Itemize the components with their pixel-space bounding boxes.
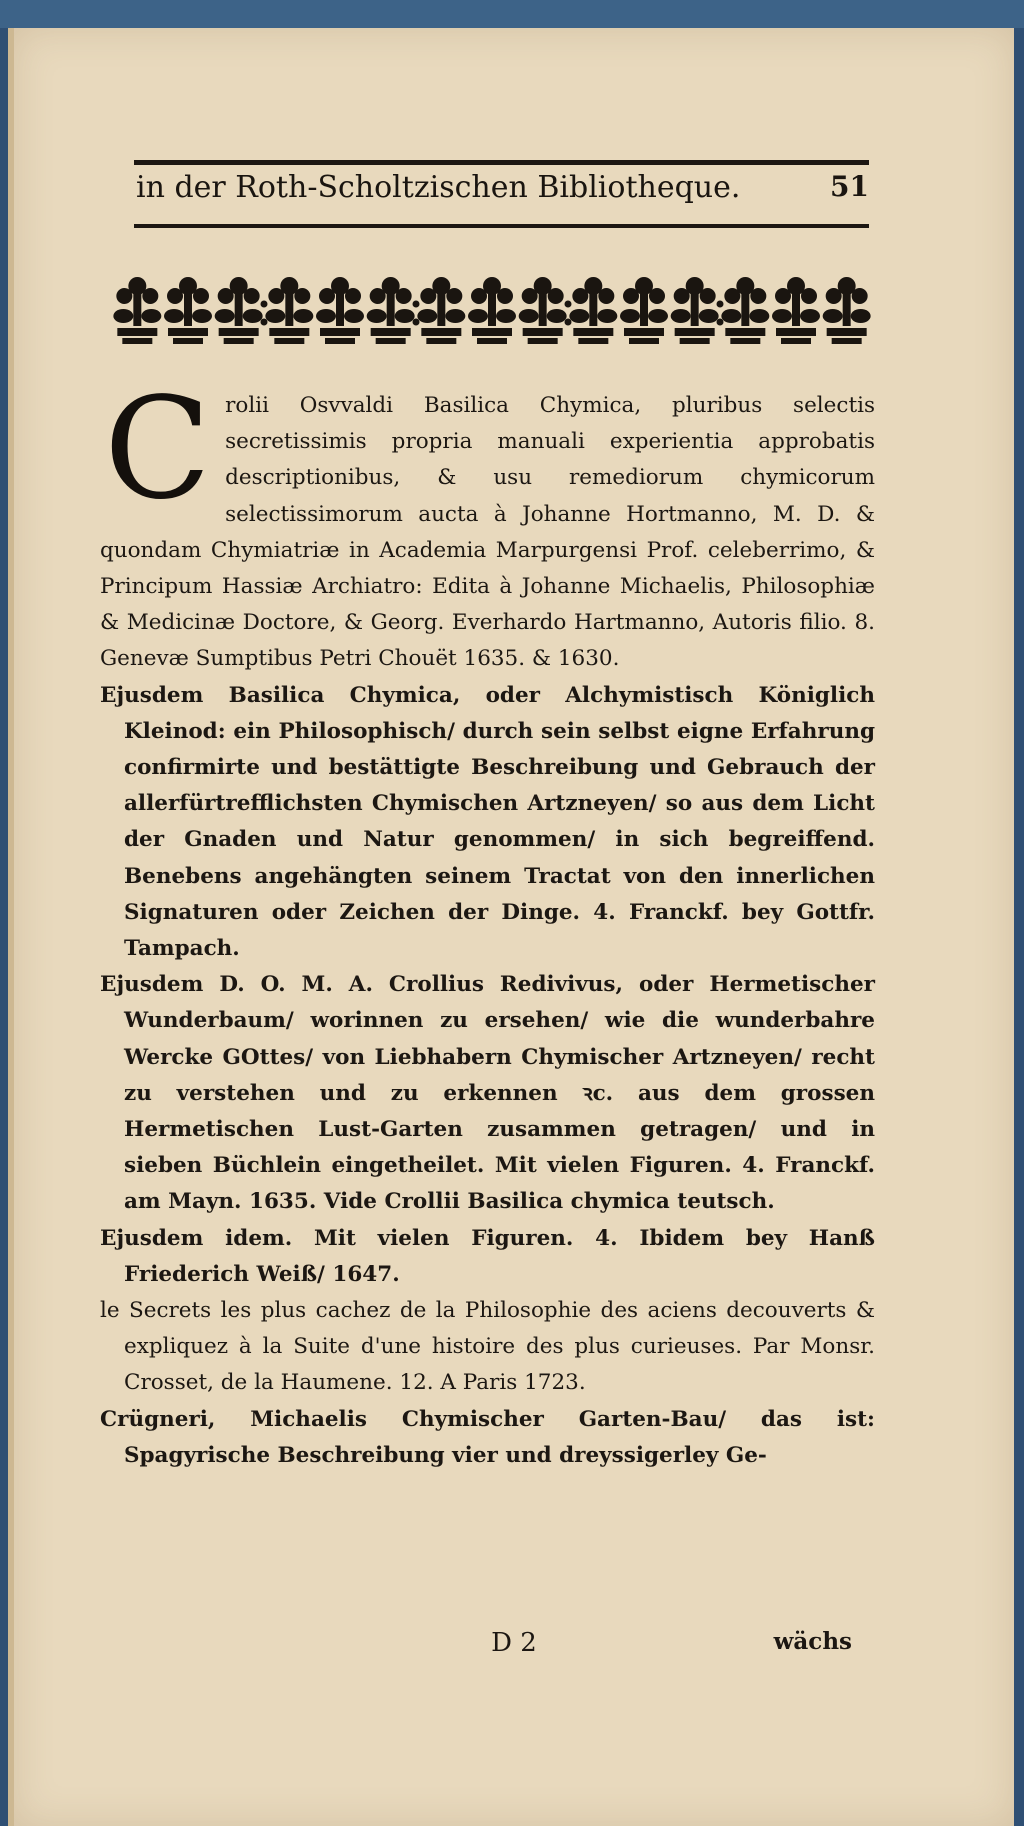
entry-text: rolii Osvvaldi Basilica Chymica, pluribus selectis secretissimis propria manuali experientia approbatis descriptionibus, & usu remediorum chymicorum selectissimorum aucta à Johanne Hortmanno, M. D. & quondam Chymiatriæ in Academia Marpurgensi Prof. celeberrimo, & Principum Hassiæ Archiatro: Edita à Johanne Michaelis, Philosophiæ & Medicinæ Doctore, & Georg. Everhardo Hartmanno, Autoris filio. 8. Genevæ Sumptibus Petri Chouët 1635. & 1630.	[100, 393, 875, 672]
entry-text: Ejusdem idem. Mit vielen Figuren. 4. Ibidem bey Hanß Friederich Weiß/ 1647.	[100, 1225, 875, 1287]
entry-text: Ejusdem Basilica Chymica, oder Alchymistisch Königlich Kleinod: ein Philosophisch/ durch sein selbst eigne Erfahrung confirmirte und bestättigte Beschreibung und Gebrauch der allerfürtrefflichsten Chymischen Artzneyen/ so aus dem Licht der Gnaden und Natur genommen/ in sich begreiffend. Benebens angehängten seinem Tractat von den innerlichen Signaturen oder Zeichen der Dinge. 4. Franckf. bey Gottfr. Tampach.	[100, 682, 875, 962]
fleuron-icon	[113, 277, 161, 344]
page-header	[134, 146, 869, 226]
fleuron-icon	[215, 277, 268, 344]
catchword: wächs	[773, 1628, 852, 1655]
bibliography-entry	[100, 1402, 875, 1474]
fleuron-icon	[316, 277, 364, 344]
header-rule-top	[134, 160, 869, 165]
bibliography-entry	[100, 678, 875, 968]
fleuron-icon	[519, 277, 572, 344]
bibliography-entry	[100, 1221, 875, 1293]
bibliography-text	[100, 368, 875, 1474]
bibliography-entry	[100, 1293, 875, 1402]
fleuron-icon	[569, 277, 617, 344]
fleuron-icon	[620, 277, 668, 344]
fleuron-icon	[367, 277, 420, 344]
bibliography-entry	[100, 967, 875, 1220]
entry-text: le Secrets les plus cachez de la Philosophie des aciens decouverts & expliquez à la Suite d'une histoire des plus curieuses. Par Monsr. Crosset, de la Haumene. 12. A Paris 1723.	[100, 1298, 875, 1396]
header-rule-bottom	[134, 224, 869, 228]
fleuron-icon	[772, 277, 820, 344]
bibliography-entry	[100, 368, 875, 678]
fleuron-icon	[721, 277, 769, 344]
entry-text: Ejusdem D. O. M. A. Crollius Redivivus, oder Hermetischer Wunderbaum/ worinnen zu ersehen/ wie die wunderbahre Wercke GOttes/ von Liebhabern Chymischer Artzneyen/ recht zu verstehen und zu erkennen ꝛc. aus dem grossen Hermetischen Lust-Garten zusammen getragen/ und in sieben Büchlein eingetheilet. Mit vielen Figuren. 4. Franckf. am Mayn. 1635. Vide Crollii Basilica chymica teutsch.	[100, 972, 875, 1215]
fleuron-icon	[671, 277, 724, 344]
signature-mark: D 2	[491, 1628, 537, 1658]
running-title: in der Roth-Scholtzischen Bibliotheque.	[136, 170, 741, 205]
fleuron-icon	[417, 277, 465, 344]
fleuron-icon	[164, 277, 212, 344]
fleuron-icon	[823, 277, 871, 344]
entry-text: Crügneri, Michaelis Chymischer Garten-Bau/ das ist: Spagyrische Beschreibung vier und dreyssigerley Ge-	[100, 1406, 875, 1468]
fleuron-ornament-band	[112, 264, 872, 360]
scan-background	[0, 0, 1024, 28]
fleuron-icon	[468, 277, 516, 344]
drop-cap: C	[104, 368, 212, 531]
fleuron-icon	[265, 277, 313, 344]
page-number: 51	[830, 170, 869, 203]
book-page	[8, 28, 1014, 1826]
